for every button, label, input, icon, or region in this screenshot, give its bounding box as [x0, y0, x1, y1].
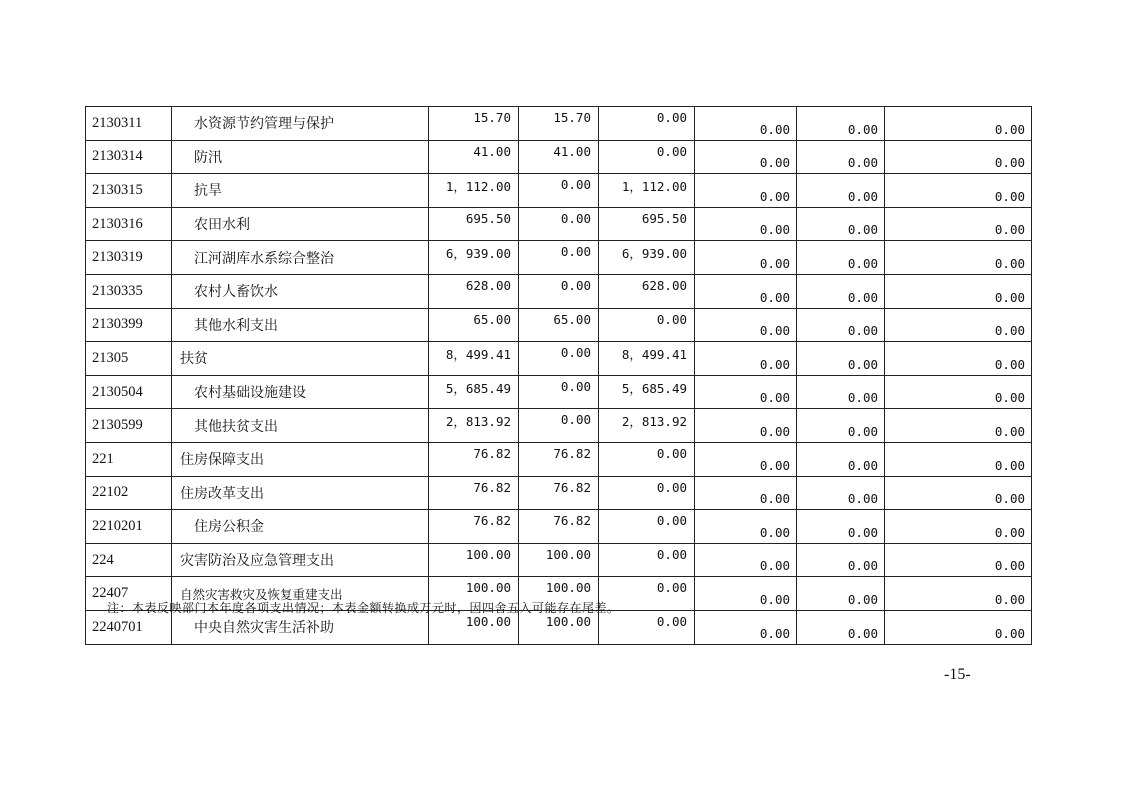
amount-column-4-cell: 0.00 — [695, 241, 797, 275]
amount-column-4-cell: 0.00 — [695, 274, 797, 308]
amount-column-4-cell: 0.00 — [695, 442, 797, 476]
table-row — [86, 442, 1032, 476]
subject-code-cell: 2130335 — [86, 274, 172, 308]
table-row — [86, 375, 1032, 409]
amount-column-6-cell: 0.00 — [885, 375, 1032, 409]
amount-column-6-cell: 0.00 — [885, 207, 1032, 241]
table-row — [86, 274, 1032, 308]
amount-column-5-cell: 0.00 — [797, 409, 885, 443]
total-amount-cell: 65.00 — [429, 308, 519, 342]
basic-expenditure-cell: 76.82 — [519, 442, 599, 476]
table-row — [86, 140, 1032, 174]
amount-column-4-cell: 0.00 — [695, 577, 797, 611]
total-amount-cell: 41.00 — [429, 140, 519, 174]
amount-column-6-cell: 0.00 — [885, 476, 1032, 510]
project-expenditure-cell: 628.00 — [599, 274, 695, 308]
amount-column-6-cell: 0.00 — [885, 140, 1032, 174]
project-expenditure-cell: 8，499.41 — [599, 342, 695, 376]
subject-name-cell: 农村基础设施建设 — [172, 375, 429, 409]
basic-expenditure-cell: 15.70 — [519, 107, 599, 141]
total-amount-cell: 15.70 — [429, 107, 519, 141]
amount-column-5-cell: 0.00 — [797, 107, 885, 141]
subject-name-cell: 灾害防治及应急管理支出 — [172, 543, 429, 577]
subject-name-cell: 抗旱 — [172, 174, 429, 208]
amount-column-4-cell: 0.00 — [695, 207, 797, 241]
total-amount-cell: 76.82 — [429, 442, 519, 476]
project-expenditure-cell: 0.00 — [599, 543, 695, 577]
total-amount-cell: 5，685.49 — [429, 375, 519, 409]
table-row — [86, 207, 1032, 241]
amount-column-6-cell: 0.00 — [885, 610, 1032, 644]
amount-column-5-cell: 0.00 — [797, 543, 885, 577]
table-row — [86, 174, 1032, 208]
basic-expenditure-cell: 0.00 — [519, 409, 599, 443]
subject-code-cell: 221 — [86, 442, 172, 476]
amount-column-6-cell: 0.00 — [885, 510, 1032, 544]
basic-expenditure-cell: 65.00 — [519, 308, 599, 342]
basic-expenditure-cell: 100.00 — [519, 577, 599, 611]
table-body — [86, 107, 1032, 645]
subject-code-cell: 22407 — [86, 577, 172, 611]
subject-code-cell: 22102 — [86, 476, 172, 510]
project-expenditure-cell: 0.00 — [599, 140, 695, 174]
amount-column-6-cell: 0.00 — [885, 342, 1032, 376]
table-row — [86, 342, 1032, 376]
subject-name-cell: 水资源节约管理与保护 — [172, 107, 429, 141]
basic-expenditure-cell: 76.82 — [519, 476, 599, 510]
total-amount-cell: 76.82 — [429, 510, 519, 544]
table-row — [86, 107, 1032, 141]
amount-column-6-cell: 0.00 — [885, 409, 1032, 443]
project-expenditure-cell: 695.50 — [599, 207, 695, 241]
subject-name-cell: 住房保障支出 — [172, 442, 429, 476]
subject-code-cell: 2130504 — [86, 375, 172, 409]
amount-column-4-cell: 0.00 — [695, 308, 797, 342]
amount-column-4-cell: 0.00 — [695, 409, 797, 443]
total-amount-cell: 1，112.00 — [429, 174, 519, 208]
total-amount-cell: 628.00 — [429, 274, 519, 308]
amount-column-4-cell: 0.00 — [695, 610, 797, 644]
amount-column-4-cell: 0.00 — [695, 375, 797, 409]
amount-column-5-cell: 0.00 — [797, 241, 885, 275]
subject-code-cell: 2130314 — [86, 140, 172, 174]
subject-name-cell: 住房公积金 — [172, 510, 429, 544]
subject-name-cell: 住房改革支出 — [172, 476, 429, 510]
project-expenditure-cell: 5，685.49 — [599, 375, 695, 409]
subject-code-cell: 2130599 — [86, 409, 172, 443]
amount-column-5-cell: 0.00 — [797, 577, 885, 611]
project-expenditure-cell: 0.00 — [599, 577, 695, 611]
amount-column-4-cell: 0.00 — [695, 543, 797, 577]
project-expenditure-cell: 1，112.00 — [599, 174, 695, 208]
amount-column-4-cell: 0.00 — [695, 510, 797, 544]
amount-column-5-cell: 0.00 — [797, 308, 885, 342]
subject-code-cell: 2130311 — [86, 107, 172, 141]
total-amount-cell: 695.50 — [429, 207, 519, 241]
total-amount-cell: 100.00 — [429, 543, 519, 577]
expenditure-table — [85, 106, 1032, 645]
total-amount-cell: 6，939.00 — [429, 241, 519, 275]
subject-name-cell: 自然灾害救灾及恢复重建支出 — [172, 577, 429, 611]
total-amount-cell: 100.00 — [429, 610, 519, 644]
basic-expenditure-cell: 0.00 — [519, 241, 599, 275]
table-row — [86, 308, 1032, 342]
amount-column-5-cell: 0.00 — [797, 442, 885, 476]
basic-expenditure-cell: 0.00 — [519, 207, 599, 241]
subject-name-cell: 江河湖库水系综合整治 — [172, 241, 429, 275]
expenditure-table-container — [85, 106, 1031, 645]
subject-code-cell: 2130315 — [86, 174, 172, 208]
amount-column-5-cell: 0.00 — [797, 476, 885, 510]
total-amount-cell: 100.00 — [429, 577, 519, 611]
project-expenditure-cell: 2，813.92 — [599, 409, 695, 443]
amount-column-5-cell: 0.00 — [797, 207, 885, 241]
basic-expenditure-cell: 0.00 — [519, 274, 599, 308]
subject-name-cell: 防汛 — [172, 140, 429, 174]
basic-expenditure-cell: 100.00 — [519, 543, 599, 577]
basic-expenditure-cell: 0.00 — [519, 174, 599, 208]
table-row — [86, 543, 1032, 577]
amount-column-5-cell: 0.00 — [797, 174, 885, 208]
amount-column-5-cell: 0.00 — [797, 510, 885, 544]
basic-expenditure-cell: 0.00 — [519, 342, 599, 376]
basic-expenditure-cell: 76.82 — [519, 510, 599, 544]
table-row — [86, 476, 1032, 510]
subject-name-cell: 扶贫 — [172, 342, 429, 376]
subject-code-cell: 224 — [86, 543, 172, 577]
amount-column-6-cell: 0.00 — [885, 274, 1032, 308]
amount-column-4-cell: 0.00 — [695, 174, 797, 208]
amount-column-6-cell: 0.00 — [885, 308, 1032, 342]
amount-column-6-cell: 0.00 — [885, 107, 1032, 141]
table-footnote: 注：本表反映部门本年度各项支出情况；本表金额转换成万元时，因四舍五入可能存在尾差。 — [107, 601, 620, 615]
subject-code-cell: 21305 — [86, 342, 172, 376]
project-expenditure-cell: 0.00 — [599, 476, 695, 510]
amount-column-5-cell: 0.00 — [797, 342, 885, 376]
subject-name-cell: 其他水利支出 — [172, 308, 429, 342]
subject-name-cell: 其他扶贫支出 — [172, 409, 429, 443]
subject-code-cell: 2240701 — [86, 610, 172, 644]
amount-column-5-cell: 0.00 — [797, 610, 885, 644]
project-expenditure-cell: 0.00 — [599, 308, 695, 342]
project-expenditure-cell: 0.00 — [599, 610, 695, 644]
basic-expenditure-cell: 0.00 — [519, 375, 599, 409]
amount-column-6-cell: 0.00 — [885, 442, 1032, 476]
total-amount-cell: 76.82 — [429, 476, 519, 510]
amount-column-4-cell: 0.00 — [695, 342, 797, 376]
subject-code-cell: 2210201 — [86, 510, 172, 544]
project-expenditure-cell: 0.00 — [599, 442, 695, 476]
amount-column-4-cell: 0.00 — [695, 476, 797, 510]
project-expenditure-cell: 0.00 — [599, 510, 695, 544]
table-row — [86, 241, 1032, 275]
amount-column-6-cell: 0.00 — [885, 174, 1032, 208]
table-row — [86, 510, 1032, 544]
subject-code-cell: 2130319 — [86, 241, 172, 275]
amount-column-5-cell: 0.00 — [797, 375, 885, 409]
subject-name-cell: 农田水利 — [172, 207, 429, 241]
amount-column-6-cell: 0.00 — [885, 577, 1032, 611]
amount-column-6-cell: 0.00 — [885, 241, 1032, 275]
amount-column-5-cell: 0.00 — [797, 274, 885, 308]
amount-column-4-cell: 0.00 — [695, 140, 797, 174]
basic-expenditure-cell: 41.00 — [519, 140, 599, 174]
subject-code-cell: 2130316 — [86, 207, 172, 241]
table-row — [86, 409, 1032, 443]
subject-name-cell: 农村人畜饮水 — [172, 274, 429, 308]
amount-column-4-cell: 0.00 — [695, 107, 797, 141]
subject-name-cell: 中央自然灾害生活补助 — [172, 610, 429, 644]
project-expenditure-cell: 6，939.00 — [599, 241, 695, 275]
page-number: -15- — [944, 666, 971, 683]
subject-code-cell: 2130399 — [86, 308, 172, 342]
project-expenditure-cell: 0.00 — [599, 107, 695, 141]
basic-expenditure-cell: 100.00 — [519, 610, 599, 644]
amount-column-6-cell: 0.00 — [885, 543, 1032, 577]
total-amount-cell: 8，499.41 — [429, 342, 519, 376]
total-amount-cell: 2，813.92 — [429, 409, 519, 443]
amount-column-5-cell: 0.00 — [797, 140, 885, 174]
